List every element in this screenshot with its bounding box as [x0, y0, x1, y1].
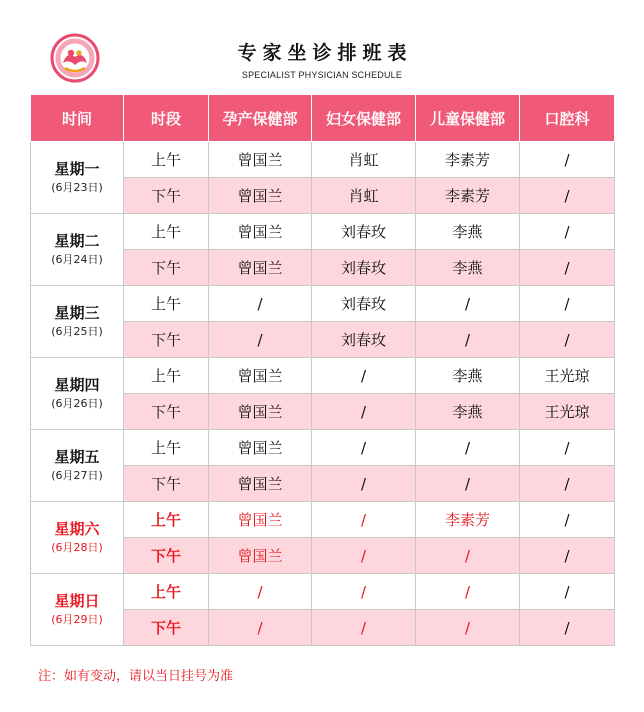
cell-children: 李素芳: [416, 142, 520, 178]
cell-maternity: 曾国兰: [209, 250, 312, 286]
cell-maternity: 曾国兰: [209, 394, 312, 430]
day-date: (6月23日): [51, 181, 103, 194]
period-cell: 下午: [124, 178, 209, 214]
cell-maternity: /: [209, 574, 312, 610]
cell-dental: /: [520, 574, 615, 610]
cell-maternity: 曾国兰: [209, 358, 312, 394]
day-date: (6月26日): [51, 397, 103, 410]
day-cell: [31, 430, 124, 502]
cell-children: /: [416, 466, 520, 502]
cell-children: 李燕: [416, 250, 520, 286]
cell-maternity: /: [209, 322, 312, 358]
cell-women: /: [312, 502, 416, 538]
cell-dental: /: [520, 142, 615, 178]
day-cell: [31, 214, 124, 286]
cell-dental: /: [520, 214, 615, 250]
page-subtitle: SPECIALIST PHYSICIAN SCHEDULE: [241, 70, 403, 80]
day-name: 星期三: [54, 304, 100, 323]
cell-women: 刘春玫: [312, 214, 416, 250]
day-cell: [31, 286, 124, 358]
day-cell: [31, 574, 124, 646]
period-cell: 下午: [124, 538, 209, 574]
cell-women: 刘春玫: [312, 250, 416, 286]
cell-women: /: [312, 394, 416, 430]
day-name: 星期六: [54, 520, 100, 539]
cell-maternity: 曾国兰: [209, 142, 312, 178]
cell-children: 李素芳: [416, 502, 520, 538]
cell-women: /: [312, 574, 416, 610]
cell-dental: /: [520, 466, 615, 502]
period-cell: 上午: [124, 214, 209, 250]
cell-women: /: [312, 358, 416, 394]
table-row: [31, 574, 615, 610]
cell-dental: /: [520, 250, 615, 286]
cell-children: 李素芳: [416, 178, 520, 214]
day-cell: [31, 142, 124, 214]
cell-women: 刘春玫: [312, 322, 416, 358]
cell-maternity: 曾国兰: [209, 214, 312, 250]
period-cell: 上午: [124, 574, 209, 610]
cell-children: 李燕: [416, 358, 520, 394]
cell-children: /: [416, 610, 520, 646]
cell-children: /: [416, 430, 520, 466]
cell-dental: 王光琼: [520, 394, 615, 430]
cell-women: /: [312, 538, 416, 574]
cell-children: /: [416, 574, 520, 610]
column-header-women: 妇女保健部: [312, 95, 416, 142]
table-row: [31, 430, 615, 466]
period-cell: 上午: [124, 502, 209, 538]
header-row: [31, 95, 615, 142]
footer-note: 注：如有变动，请以当日挂号为准: [38, 669, 234, 684]
cell-dental: /: [520, 430, 615, 466]
column-header-children: 儿童保健部: [416, 95, 520, 142]
period-cell: 下午: [124, 394, 209, 430]
page-title: 专家坐诊排班表: [237, 42, 413, 64]
cell-children: /: [416, 538, 520, 574]
cell-maternity: 曾国兰: [209, 466, 312, 502]
cell-children: /: [416, 286, 520, 322]
day-cell: [31, 358, 124, 430]
cell-children: /: [416, 322, 520, 358]
schedule-body: [31, 142, 615, 646]
column-header-period: 时段: [124, 95, 209, 142]
period-cell: 下午: [124, 610, 209, 646]
cell-women: 肖虹: [312, 178, 416, 214]
column-header-maternity: 孕产保健部: [209, 95, 312, 142]
cell-women: /: [312, 610, 416, 646]
period-cell: 下午: [124, 322, 209, 358]
column-header-dental: 口腔科: [520, 95, 615, 142]
day-name: 星期五: [54, 448, 100, 467]
schedule-table: [30, 94, 615, 646]
cell-dental: /: [520, 178, 615, 214]
day-name: 星期日: [54, 592, 100, 611]
cell-maternity: 曾国兰: [209, 502, 312, 538]
table-row: [31, 142, 615, 178]
period-cell: 下午: [124, 250, 209, 286]
cell-maternity: /: [209, 286, 312, 322]
cell-women: /: [312, 430, 416, 466]
day-date: (6月29日): [51, 613, 103, 626]
cell-women: /: [312, 466, 416, 502]
table-row: [31, 358, 615, 394]
cell-maternity: 曾国兰: [209, 538, 312, 574]
table-row: [31, 502, 615, 538]
day-date: (6月25日): [51, 325, 103, 338]
day-cell: [31, 502, 124, 574]
cell-dental: /: [520, 538, 615, 574]
cell-women: 刘春玫: [312, 286, 416, 322]
cell-maternity: 曾国兰: [209, 430, 312, 466]
day-date: (6月27日): [51, 469, 103, 482]
column-header-time: 时间: [31, 95, 124, 142]
period-cell: 上午: [124, 286, 209, 322]
table-row: [31, 286, 615, 322]
day-name: 星期二: [54, 232, 100, 251]
day-name: 星期四: [54, 376, 100, 395]
day-name: 星期一: [54, 160, 100, 179]
cell-dental: /: [520, 322, 615, 358]
day-date: (6月28日): [51, 541, 103, 554]
day-date: (6月24日): [51, 253, 103, 266]
table-row: [31, 214, 615, 250]
cell-children: 李燕: [416, 214, 520, 250]
period-cell: 上午: [124, 358, 209, 394]
cell-dental: /: [520, 610, 615, 646]
cell-maternity: /: [209, 610, 312, 646]
cell-maternity: 曾国兰: [209, 178, 312, 214]
period-cell: 上午: [124, 430, 209, 466]
cell-dental: 王光琼: [520, 358, 615, 394]
cell-dental: /: [520, 286, 615, 322]
period-cell: 上午: [124, 142, 209, 178]
period-cell: 下午: [124, 466, 209, 502]
cell-dental: /: [520, 502, 615, 538]
cell-children: 李燕: [416, 394, 520, 430]
cell-women: 肖虹: [312, 142, 416, 178]
